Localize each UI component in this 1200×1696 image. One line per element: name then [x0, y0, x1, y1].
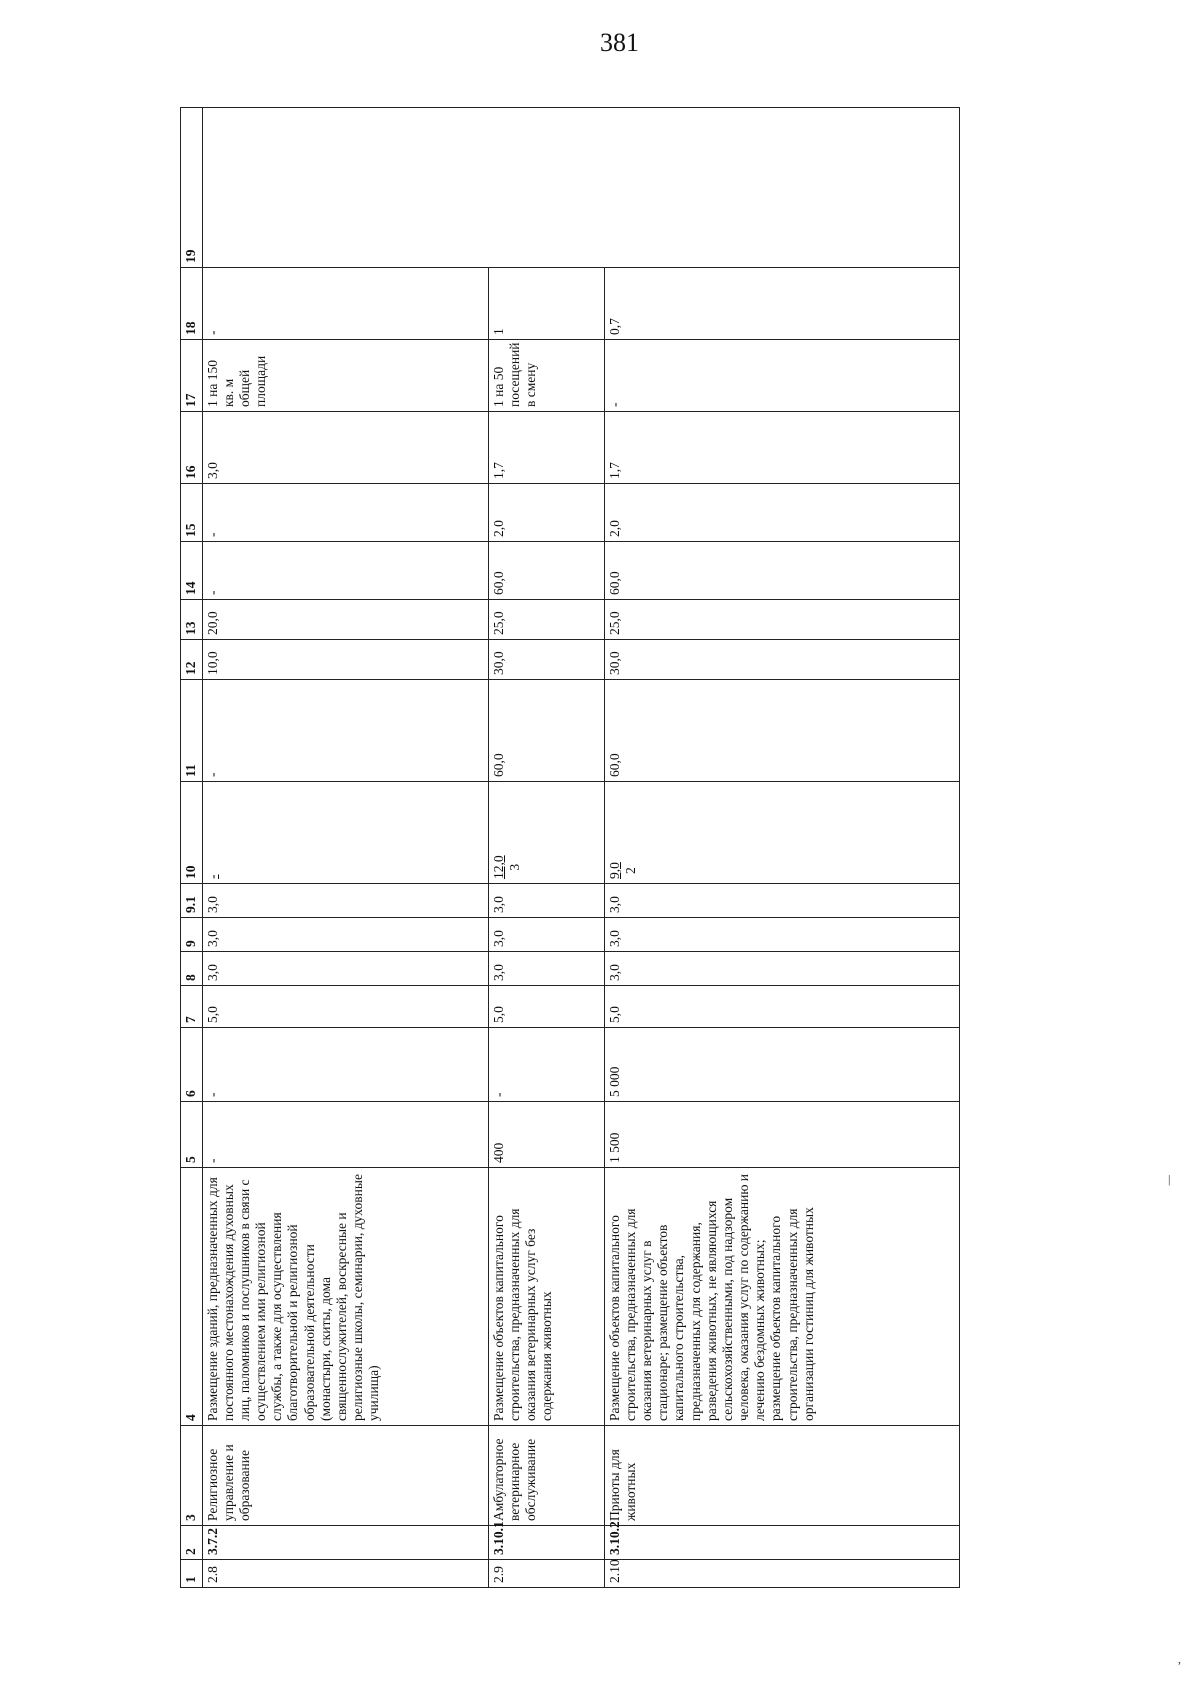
fraction-numerator: 12,0: [490, 855, 506, 879]
rotated-table-wrapper: [180, 108, 960, 1588]
table-cell: 60,0: [604, 680, 959, 782]
table-cell: 1 на 50 посещений в смену: [488, 340, 604, 412]
col-header: 13: [181, 600, 203, 640]
col-header: 19: [181, 108, 203, 268]
table-cell: 3,0: [202, 952, 488, 986]
col-header: 12: [181, 640, 203, 680]
table-cell: 3,0: [604, 952, 959, 986]
table-cell: [202, 782, 488, 884]
table-cell: 3,0: [488, 918, 604, 952]
table-cell: -: [202, 542, 488, 600]
table-cell: 3,0: [202, 412, 488, 484]
land-use-description: Размещение объектов капитального строительства, предназначенных для оказания ветеринарных услуг в стационаре; размещение объектов капитального строительства, предназначенных для содержания, разведения животных, не являющихся сельскохозяйственными, под надзором человека, оказания услуг по содержанию и лечению бездомных животных; размещение объектов капитального строительства, предназначенных для организации гостиниц для животных: [604, 1168, 959, 1426]
table-row: [202, 108, 488, 1588]
table-cell: 1: [488, 268, 604, 340]
table-cell: [488, 782, 604, 884]
col-header: 4: [181, 1168, 203, 1426]
fraction-numerator: 9,0: [606, 862, 622, 879]
col-header: 16: [181, 412, 203, 484]
table-cell: 25,0: [488, 600, 604, 640]
col-header: 9: [181, 918, 203, 952]
table-cell: -: [604, 340, 959, 412]
scan-artifact-mark: |: [1168, 1172, 1171, 1186]
table-row: [488, 108, 604, 1588]
col-header: 9.1: [181, 884, 203, 918]
table-cell: 1,7: [488, 412, 604, 484]
page-number: 381: [600, 28, 639, 57]
fraction-denominator: 2: [622, 867, 638, 874]
table-cell: -: [202, 484, 488, 542]
table-cell: 60,0: [604, 542, 959, 600]
table-cell: 5,0: [202, 986, 488, 1028]
table-cell: 0,7: [604, 268, 959, 340]
land-use-code: 3.10.2: [604, 1526, 959, 1560]
col-header: 17: [181, 340, 203, 412]
land-use-name: Амбулаторное ветеринарное обслуживание: [488, 1426, 604, 1526]
land-use-name: Религиозное управление и образование: [202, 1426, 488, 1526]
table-cell: 3,0: [202, 884, 488, 918]
table-cell: -: [488, 1028, 604, 1102]
table-cell: 20,0: [202, 600, 488, 640]
table-cell: -: [202, 1102, 488, 1168]
table-cell: 400: [488, 1102, 604, 1168]
table-cell: 2,0: [488, 484, 604, 542]
table-row: [604, 108, 959, 1588]
table-cell: 5,0: [488, 986, 604, 1028]
land-use-code: 3.7.2: [202, 1526, 488, 1560]
table-cell: -: [202, 1028, 488, 1102]
fraction-denominator: 3: [507, 863, 523, 871]
fraction-numerator: -: [204, 874, 220, 879]
col-header: 14: [181, 542, 203, 600]
row-number: 2.9: [488, 1560, 604, 1588]
col-header: 10: [181, 782, 203, 884]
table-cell: 25,0: [604, 600, 959, 640]
table-cell: -: [202, 268, 488, 340]
row-number: 2.8: [202, 1560, 488, 1588]
table-cell: 3,0: [488, 952, 604, 986]
table-cell: 1 500: [604, 1102, 959, 1168]
table-cell: 1 на 150 кв. м общей площади: [202, 340, 488, 412]
table-cell: 3,0: [604, 884, 959, 918]
table-cell: [604, 782, 959, 884]
col-header: 2: [181, 1526, 203, 1560]
table-cell: 60,0: [488, 680, 604, 782]
table-cell: -: [202, 680, 488, 782]
col-header: 7: [181, 986, 203, 1028]
col-header: 6: [181, 1028, 203, 1102]
table-cell: [202, 108, 960, 268]
zoning-parameters-table: [180, 107, 960, 1588]
table-cell: 30,0: [604, 640, 959, 680]
table-cell: 10,0: [202, 640, 488, 680]
table-cell: 1,7: [604, 412, 959, 484]
table-cell: 2,0: [604, 484, 959, 542]
table-cell: 3,0: [488, 884, 604, 918]
land-use-description: Размещение объектов капитального строительства, предназначенных для оказания ветеринарных услуг без содержания животных: [488, 1168, 604, 1426]
table-cell: 5,0: [604, 986, 959, 1028]
column-numbers-row: [181, 108, 203, 1588]
col-header: 3: [181, 1426, 203, 1526]
table-cell: 30,0: [488, 640, 604, 680]
col-header: 18: [181, 268, 203, 340]
land-use-name: Приюты для животных: [604, 1426, 959, 1526]
col-header: 11: [181, 680, 203, 782]
row-number: 2.10: [604, 1560, 959, 1588]
table-cell: 5 000: [604, 1028, 959, 1102]
col-header: 1: [181, 1560, 203, 1588]
table-cell: 60,0: [488, 542, 604, 600]
scan-artifact-mark: ,: [1178, 1652, 1181, 1666]
land-use-code: 3.10.1: [488, 1526, 604, 1560]
col-header: 15: [181, 484, 203, 542]
land-use-description: Размещение зданий, предназначенных для постоянного местонахождения духовных лиц, паломников и послушников в связи с осуществлением ими религиозной службы, а также для осуществления благотворительной и религиозной образовательной деятельности (монастыри, скиты, дома священнослужителей, воскресные и религиозные школы, семинарии, духовные училища): [202, 1168, 488, 1426]
col-header: 5: [181, 1102, 203, 1168]
table-cell: 3,0: [202, 918, 488, 952]
col-header: 8: [181, 952, 203, 986]
table-cell: 3,0: [604, 918, 959, 952]
